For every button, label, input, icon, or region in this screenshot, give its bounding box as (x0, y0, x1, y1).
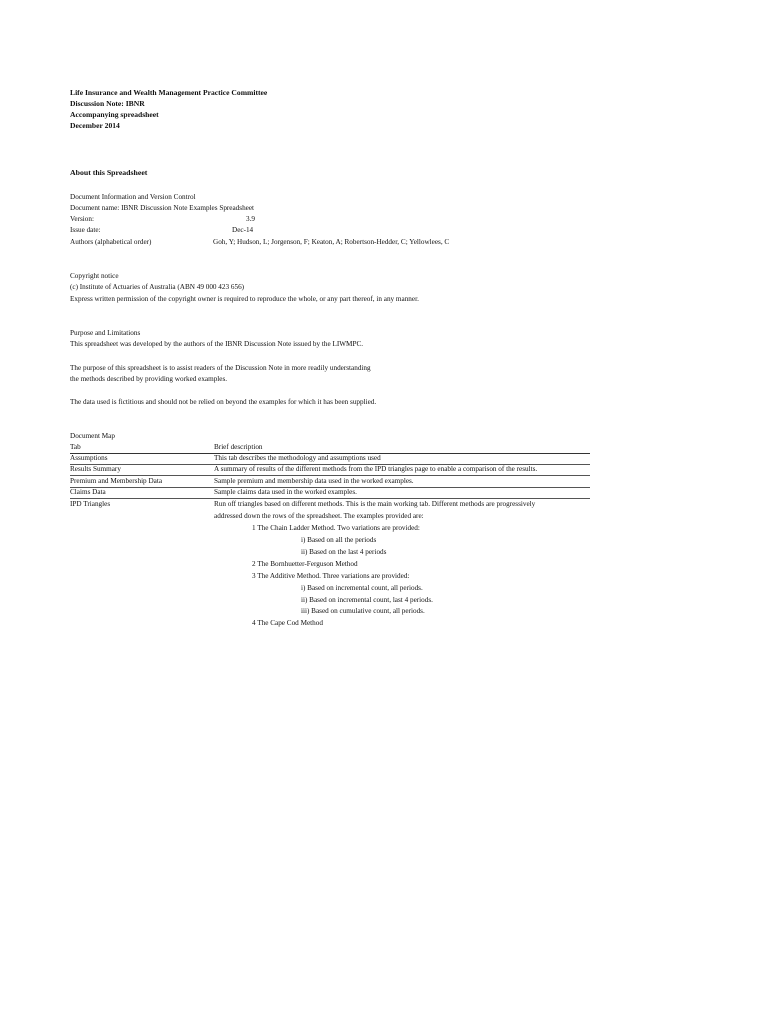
document-map-heading: Document Map (70, 432, 115, 440)
document-map-row (70, 487, 590, 499)
discussion-note-title: Discussion Note: IBNR (70, 99, 145, 108)
method-additive-variant-c: iii) Based on cumulative count, all periods. (301, 607, 425, 615)
tab-name: IPD Triangles (70, 500, 111, 508)
tab-description: Run off triangles based on different methods. This is the main working tab. Different methods are progressively (214, 500, 536, 508)
version-label: Version: (70, 215, 94, 223)
authors-label: Authors (alphabetical order) (70, 238, 152, 246)
tab-name: Premium and Membership Data (70, 477, 163, 485)
document-date: December 2014 (70, 121, 120, 130)
copyright-heading: Copyright notice (70, 272, 119, 280)
tab-name: Results Summary (70, 465, 121, 473)
purpose-line-4: The data used is fictitious and should not be relied on beyond the examples for which it has been supplied. (70, 398, 377, 406)
issue-date-value: Dec-14 (232, 226, 254, 234)
method-chain-ladder-variant-b: ii) Based on the last 4 periods (301, 548, 387, 556)
purpose-line-2: The purpose of this spreadsheet is to assist readers of the Discussion Note in more readily understanding (70, 364, 371, 372)
method-additive-variant-a: i) Based on incremental count, all periods. (301, 584, 423, 592)
issue-date-label: Issue date: (70, 226, 101, 234)
purpose-line-1: This spreadsheet was developed by the authors of the IBNR Discussion Note issued by the LIWMPC. (70, 340, 364, 348)
tab-description: A summary of results of the different methods from the IPD triangles page to enable a comparison of the results. (214, 465, 538, 473)
about-title: About this Spreadsheet (70, 168, 148, 177)
method-bornhuetter-ferguson: 2 The Bornhuetter-Ferguson Method (252, 560, 358, 568)
version-value: 3.9 (246, 215, 255, 223)
column-header-description: Brief description (214, 443, 263, 451)
method-chain-ladder: 1 The Chain Ladder Method. Two variations are provided: (252, 524, 420, 532)
tab-name: Claims Data (70, 488, 106, 496)
accompanying-spreadsheet-title: Accompanying spreadsheet (70, 110, 159, 119)
method-cape-cod: 4 The Cape Cod Method (252, 619, 323, 627)
document-map-row (70, 464, 590, 476)
tab-name: Assumptions (70, 454, 108, 462)
doc-info-heading: Document Information and Version Control (70, 193, 196, 201)
committee-title: Life Insurance and Wealth Management Practice Committee (70, 88, 268, 97)
column-header-tab: Tab (70, 443, 81, 451)
method-additive-variant-b: ii) Based on incremental count, last 4 periods. (301, 596, 433, 604)
copyright-permission: Express written permission of the copyright owner is required to reproduce the whole, or any part thereof, in any manner. (70, 295, 419, 303)
method-chain-ladder-variant-a: i) Based on all the periods (301, 536, 377, 544)
document-map-row (70, 499, 590, 510)
tab-description: Sample premium and membership data used in the worked examples. (214, 477, 414, 485)
ipd-description-continuation: addressed down the rows of the spreadsheet. The examples provided are: (214, 512, 424, 520)
purpose-heading: Purpose and Limitations (70, 329, 141, 337)
copyright-owner: (c) Institute of Actuaries of Australia (ABN 49 000 423 656) (70, 283, 245, 291)
tab-description: Sample claims data used in the worked examples. (214, 488, 357, 496)
authors-value: Goh, Y; Hudson, L; Jorgenson, F; Keaton, A; Robertson-Hedder, C; Yellowlees, C (213, 238, 450, 246)
tab-description: This tab describes the methodology and assumptions used (214, 454, 381, 462)
purpose-line-3: the methods described by providing worked examples. (70, 375, 228, 383)
method-additive: 3 The Additive Method. Three variations are provided: (252, 572, 410, 580)
document-name: Document name: IBNR Discussion Note Examples Spreadsheet (70, 204, 255, 212)
